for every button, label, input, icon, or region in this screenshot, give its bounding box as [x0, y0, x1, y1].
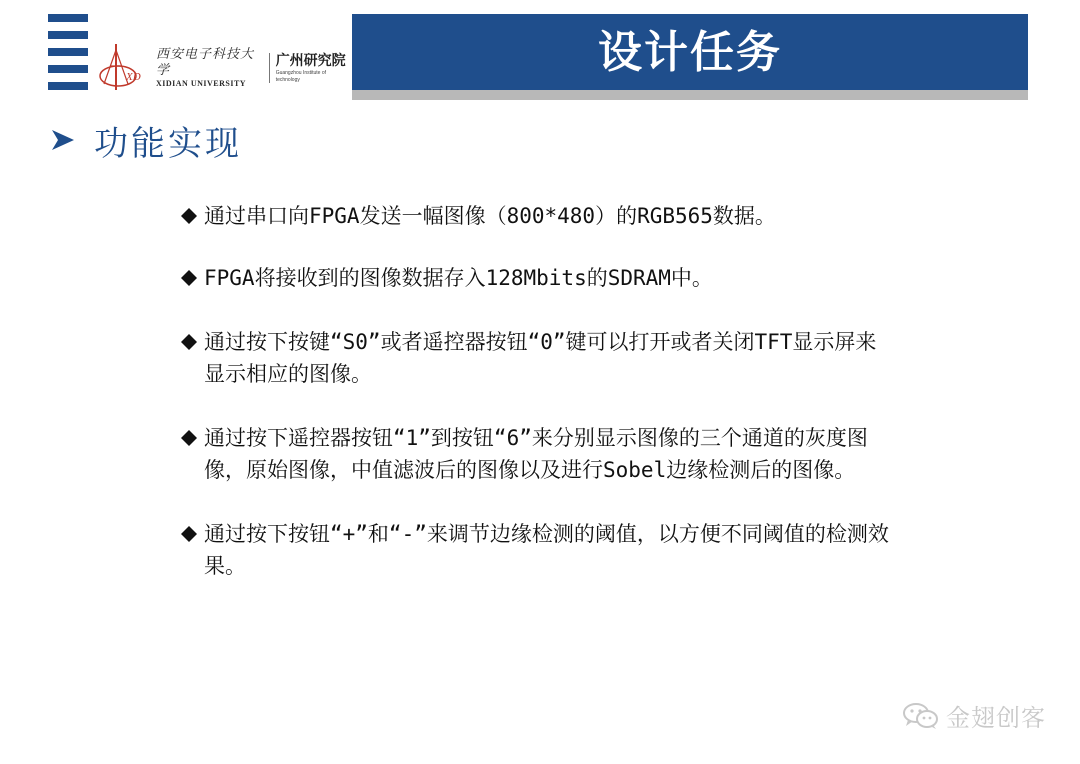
stripe: [48, 48, 88, 56]
arrow-right-icon: [50, 128, 76, 152]
institute-name-cn: 广州研究院: [275, 52, 346, 69]
university-name-cn: 西安电子科技大学: [156, 47, 255, 78]
emblem-badge-text: XD: [126, 71, 141, 83]
bullet-text: 通过串口向FPGA发送一幅图像（800*480）的RGB565数据。: [204, 204, 776, 228]
diamond-bullet-icon: [180, 262, 204, 294]
bullet-text: FPGA将接收到的图像数据存入128Mbits的SDRAM中。: [204, 266, 713, 290]
university-emblem-icon: [96, 40, 152, 96]
list-item: [180, 326, 900, 390]
stripe: [48, 65, 88, 73]
watermark-text: 金翅创客: [946, 704, 1046, 732]
page-title: 设计任务: [598, 27, 782, 78]
list-item: [180, 518, 900, 582]
decorative-stripes: [48, 14, 88, 99]
diamond-bullet-icon: [180, 200, 204, 232]
bullet-text: 通过按下遥控器按钮“1”到按钮“6”来分别显示图像的三个通道的灰度图像，原始图像，中值滤波后的图像以及进行Sobel边缘检测后的图像。: [204, 426, 868, 482]
institute-name-en: Guangzhou Institute of technology: [275, 69, 326, 83]
watermark: [902, 698, 1046, 733]
stripe: [48, 31, 88, 39]
header-banner: [352, 14, 1028, 90]
section-title: 功能实现: [94, 123, 242, 164]
diamond-bullet-icon: [180, 326, 204, 358]
bullet-text: 通过按下按键“S0”或者遥控器按钮“0”键可以打开或者关闭TFT显示屏来显示相应的图像。: [204, 330, 877, 386]
diamond-bullet-icon: [180, 422, 204, 454]
diamond-bullet-icon: [180, 518, 204, 550]
logo-divider: [269, 53, 270, 83]
wechat-icon: [902, 701, 940, 731]
stripe: [48, 14, 88, 22]
bullet-text: 通过按下按钮“+”和“-”来调节边缘检测的阈值，以方便不同阈值的检测效果。: [204, 522, 889, 578]
bullet-list: [180, 200, 900, 614]
university-logo: [96, 40, 348, 96]
banner-shadow: [352, 90, 1028, 100]
university-name-en: XIDIAN UNIVERSITY: [156, 79, 247, 88]
list-item: [180, 262, 900, 294]
list-item: [180, 200, 900, 232]
stripe: [48, 82, 88, 90]
section-heading: [50, 116, 242, 164]
list-item: [180, 422, 900, 486]
